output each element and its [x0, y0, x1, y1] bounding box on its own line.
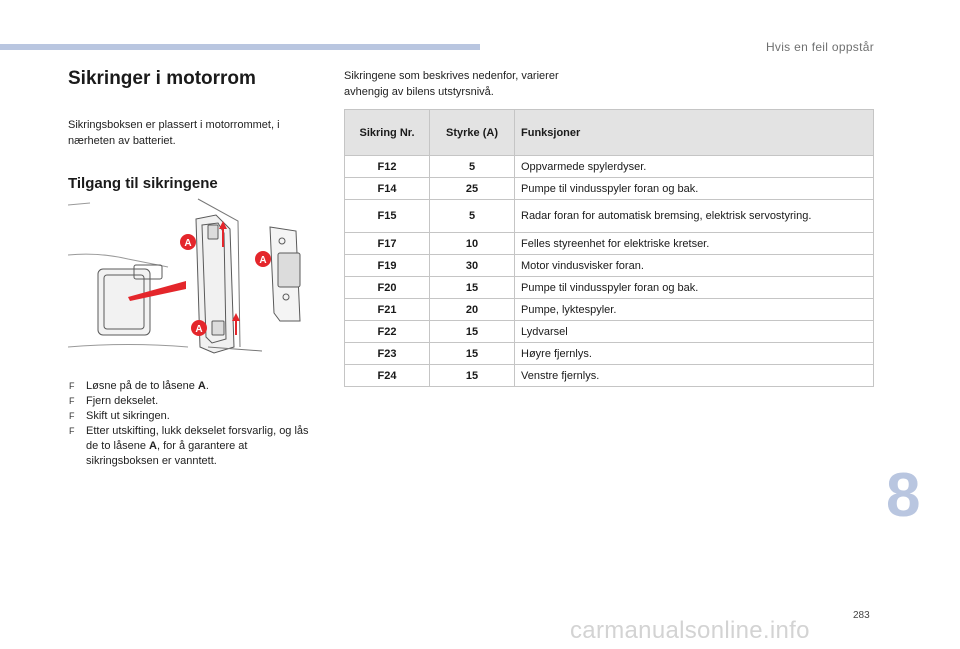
column-header-fuse: Sikring Nr.: [345, 110, 430, 156]
page-number: 283: [853, 610, 870, 621]
svg-text:A: A: [184, 238, 192, 249]
table-row: F21 20 Pumpe, lyktespyler.: [345, 299, 874, 321]
bullet-icon: F: [69, 411, 75, 421]
table-row: F17 10 Felles styreenhet for elektriske kretser.: [345, 233, 874, 255]
watermark: carmanualsonline.info: [570, 617, 810, 644]
latch-label-a: [255, 251, 271, 267]
latch-label-a: [180, 234, 196, 250]
latch-label-a: [191, 320, 207, 336]
fuse-box-illustration: [68, 197, 316, 363]
intro-text: Sikringsboksen er plassert i motorrommet, i nærheten av batteriet.: [68, 119, 280, 147]
step-item: F Skift ut sikringen.: [69, 410, 170, 422]
fuse-table: [344, 109, 874, 387]
bullet-icon: F: [69, 396, 75, 406]
column-header-rating: Styrke (A): [430, 110, 515, 156]
step-item: F Fjern dekselet.: [69, 395, 159, 407]
step-item: F Løsne på de to låsene A.: [69, 380, 209, 392]
table-row: F23 15 Høyre fjernlys.: [345, 343, 874, 365]
table-row: F19 30 Motor vindusvisker foran.: [345, 255, 874, 277]
table-row: F15 5 Radar foran for automatisk bremsing, elektrisk servostyring.: [345, 200, 874, 233]
header-accent-bar: [0, 44, 480, 50]
chapter-number: 8: [886, 461, 921, 530]
svg-text:A: A: [259, 255, 267, 266]
chapter-title: Hvis en feil oppstår: [765, 40, 874, 54]
table-row: F14 25 Pumpe til vindusspyler foran og bak.: [345, 178, 874, 200]
step-item: F Etter utskifting, lukk dekselet forsvarlig, og lås de to låsene A, for å garantere at sikringsboksen er vanntett.: [69, 425, 309, 467]
variation-note: Sikringene som beskrives nedenfor, varierer avhengig av bilens utstyrsnivå.: [344, 70, 559, 98]
bullet-icon: F: [69, 426, 75, 436]
bullet-icon: F: [69, 381, 75, 391]
table-row: F24 15 Venstre fjernlys.: [345, 365, 874, 387]
section-subtitle: Tilgang til sikringene: [68, 175, 218, 192]
table-header-row: [345, 110, 874, 156]
instruction-steps: [68, 379, 318, 469]
table-row: F20 15 Pumpe til vindusspyler foran og bak.: [345, 277, 874, 299]
svg-text:A: A: [195, 324, 203, 335]
table-row: F22 15 Lydvarsel: [345, 321, 874, 343]
page-title: Sikringer i motorrom: [68, 68, 256, 89]
table-row: F12 5 Oppvarmede spylerdyser.: [345, 156, 874, 178]
column-header-functions: Funksjoner: [515, 110, 874, 156]
